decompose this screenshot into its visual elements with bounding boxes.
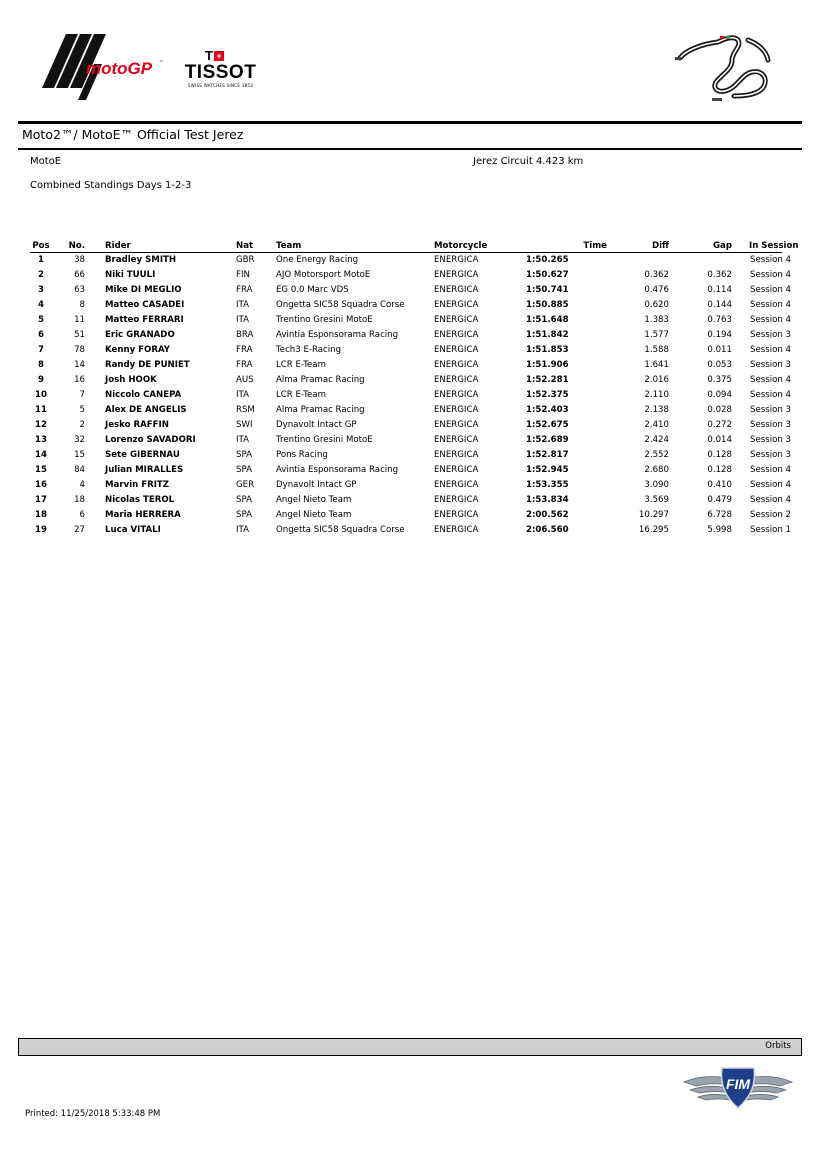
tissot-tagline: SWISS WATCHES SINCE 1853 [187,83,254,88]
cell-rider: Jesko RAFFIN [105,419,169,430]
col-header-session: In Session [734,239,782,252]
table-row [30,252,782,267]
cell-time: 1:52.689 [526,434,569,445]
circuit-map-icon [672,30,784,104]
cell-team: Trentino Gresini MotoE [276,314,373,325]
cell-team: Angel Nieto Team [276,494,352,505]
cell-gap: 5.998 [707,524,732,535]
cell-no: 27 [74,524,85,535]
cell-pos: 12 [35,419,47,430]
cell-time: 1:52.403 [526,404,569,415]
table-row [30,462,782,477]
cell-rider: Kenny FORAY [105,344,171,355]
cell-gap: 0.114 [707,284,732,295]
cell-gap: 0.128 [707,464,732,475]
page-title: Moto2™/ MotoE™ Official Test Jerez [22,127,244,142]
cell-session: Session 3 [750,434,791,445]
cell-motorcycle: ENERGICA [434,494,479,505]
cell-pos: 1 [38,254,44,265]
cell-rider: Josh HOOK [105,374,157,385]
cell-team: AJO Motorsport MotoE [276,269,371,280]
printed-timestamp: Printed: 11/25/2018 5:33:48 PM [25,1109,161,1119]
cell-gap: 0.410 [707,479,732,490]
cell-pos: 15 [35,464,47,475]
table-row [30,477,782,492]
cell-rider: Nicolas TEROL [105,494,175,505]
cell-motorcycle: ENERGICA [434,464,479,475]
cell-pos: 7 [38,344,44,355]
cell-motorcycle: ENERGICA [434,509,479,520]
table-row [30,372,782,387]
fim-logo [682,1062,794,1114]
cell-diff: 2.110 [644,389,669,400]
cell-rider: Bradley SMITH [105,254,177,265]
cell-pos: 2 [38,269,44,280]
cell-nat: ITA [236,434,249,445]
cell-motorcycle: ENERGICA [434,314,479,325]
cell-nat: ITA [236,314,249,325]
cell-gap: 0.011 [707,344,732,355]
cell-diff: 0.476 [644,284,669,295]
cell-session: Session 2 [750,509,791,520]
cell-diff: 1.588 [644,344,669,355]
table-row [30,327,782,342]
table-row [30,387,782,402]
cell-session: Session 4 [750,479,791,490]
cell-nat: FRA [236,284,253,295]
cell-rider: Matteo CASADEI [105,299,185,310]
results-table [30,239,799,537]
cell-session: Session 4 [750,464,791,475]
cell-diff: 2.410 [644,419,669,430]
cell-rider: Luca VITALI [105,524,161,535]
tissot-cross-icon: T + [205,48,224,63]
cell-pos: 9 [38,374,44,385]
cell-time: 1:51.648 [526,314,569,325]
cell-nat: FRA [236,359,253,370]
tissot-logo [178,48,263,90]
tissot-wordmark: TISSOT [184,62,257,83]
cell-motorcycle: ENERGICA [434,359,479,370]
cell-time: 1:50.627 [526,269,569,280]
table-row [30,432,782,447]
cell-diff [611,252,675,267]
cell-time: 1:51.906 [526,359,569,370]
cell-nat: SPA [236,449,252,460]
cell-gap: 0.272 [707,419,732,430]
cell-diff: 2.138 [644,404,669,415]
cell-gap: 0.194 [707,329,732,340]
table-row [30,282,782,297]
table-row [30,447,782,462]
cell-session: Session 4 [750,389,791,400]
cell-no: 78 [74,344,85,355]
cell-team: Avintia Esponsorama Racing [276,329,399,340]
cell-team: Alma Pramac Racing [276,404,365,415]
cell-motorcycle: ENERGICA [434,299,479,310]
table-row [30,522,782,537]
cell-pos: 8 [38,359,44,370]
cell-gap: 0.014 [707,434,732,445]
cell-team: Tech3 E-Racing [276,344,342,355]
cell-time: 1:52.817 [526,449,569,460]
cell-diff: 1.383 [644,314,669,325]
cell-pos: 6 [38,329,44,340]
table-row [30,492,782,507]
cell-nat: ITA [236,389,249,400]
col-header-nat: Nat [230,239,273,252]
cell-team: Ongetta SIC58 Squadra Corse [276,524,405,535]
col-header-no: No. [52,239,90,252]
cell-diff: 2.424 [644,434,669,445]
cell-no: 8 [79,299,85,310]
col-header-diff: Diff [611,239,675,252]
motogp-logo [32,28,167,100]
cell-team: LCR E-Team [276,359,326,370]
cell-gap: 0.362 [707,269,732,280]
cell-motorcycle: ENERGICA [434,269,479,280]
cell-session: Session 1 [750,524,791,535]
results-table-body [30,252,791,537]
cell-motorcycle: ENERGICA [434,449,479,460]
cell-time: 1:51.842 [526,329,569,340]
cell-team: Angel Nieto Team [276,509,352,520]
cell-session: Session 4 [750,299,791,310]
cell-team: LCR E-Team [276,389,326,400]
class-label: MotoE [30,156,62,167]
cell-rider: Julian MIRALLES [105,464,184,475]
cell-time: 1:52.375 [526,389,569,400]
cell-nat: GER [236,479,255,490]
cell-nat: SPA [236,464,252,475]
cell-team: Trentino Gresini MotoE [276,434,373,445]
table-row [30,342,782,357]
cell-motorcycle: ENERGICA [434,434,479,445]
motogp-logo-text: motoGP [86,59,153,78]
cell-nat: FRA [236,344,253,355]
cell-pos: 5 [38,314,44,325]
cell-team: Dynavolt Intact GP [276,479,357,490]
cell-nat: RSM [236,404,255,415]
cell-nat: FIN [236,269,250,280]
cell-diff: 0.620 [644,299,669,310]
cell-gap [675,252,734,267]
cell-session: Session 4 [750,344,791,355]
table-row [30,507,782,522]
cell-no: 7 [79,389,85,400]
cell-time: 1:53.834 [526,494,569,505]
cell-diff: 0.362 [644,269,669,280]
cell-rider: Marvin FRITZ [105,479,170,490]
cell-motorcycle: ENERGICA [434,329,479,340]
cell-team: Avintia Esponsorama Racing [276,464,399,475]
cell-no: 15 [74,449,85,460]
cell-session: Session 3 [750,419,791,430]
title-bottom-rule [18,148,802,150]
cell-nat: SWI [236,419,253,430]
cell-gap: 0.144 [707,299,732,310]
footer-bar [18,1038,802,1056]
col-header-team: Team [273,239,430,252]
cell-gap: 6.728 [707,509,732,520]
cell-pos: 19 [35,524,47,535]
cell-rider: Matteo FERRARI [105,314,184,325]
table-row [30,402,782,417]
cell-time: 2:06.560 [526,524,569,535]
standings-subtitle: Combined Standings Days 1-2-3 [30,180,192,191]
cell-pos: 18 [35,509,47,520]
cell-gap: 0.028 [707,404,732,415]
cell-gap: 0.128 [707,449,732,460]
cell-time: 1:50.885 [526,299,569,310]
cell-session: Session 4 [750,284,791,295]
cell-no: 11 [74,314,85,325]
table-row [30,417,782,432]
cell-session: Session 4 [750,314,791,325]
cell-session: Session 3 [750,329,791,340]
cell-rider: Randy DE PUNIET [105,359,190,370]
cell-no: 51 [74,329,85,340]
cell-pos: 13 [35,434,47,445]
cell-rider: Maria HERRERA [105,509,181,520]
cell-no: 18 [74,494,85,505]
cell-session: Session 3 [750,449,791,460]
cell-session: Session 3 [750,404,791,415]
col-header-motorcycle: Motorcycle [430,239,517,252]
cell-pos: 14 [35,449,47,460]
cell-nat: ITA [236,299,249,310]
cell-diff: 10.297 [638,509,669,520]
cell-team: Ongetta SIC58 Squadra Corse [276,299,405,310]
cell-time: 1:52.945 [526,464,569,475]
cell-motorcycle: ENERGICA [434,404,479,415]
cell-diff: 1.641 [644,359,669,370]
cell-motorcycle: ENERGICA [434,374,479,385]
cell-no: 2 [79,419,85,430]
cell-team: Alma Pramac Racing [276,374,365,385]
cell-rider: Lorenzo SAVADORI [105,434,196,445]
cell-session: Session 3 [750,359,791,370]
cell-gap: 0.094 [707,389,732,400]
cell-pos: 16 [35,479,47,490]
cell-time: 1:51.853 [526,344,569,355]
cell-diff: 3.569 [644,494,669,505]
cell-diff: 1.577 [644,329,669,340]
cell-team: One Energy Racing [276,254,359,265]
cell-time: 1:52.281 [526,374,569,385]
cell-gap: 0.479 [707,494,732,505]
cell-no: 6 [79,509,85,520]
cell-motorcycle: ENERGICA [434,479,479,490]
cell-motorcycle: ENERGICA [434,524,479,535]
cell-pos: 11 [35,404,47,415]
cell-rider: Alex DE ANGELIS [105,404,187,415]
cell-no: 84 [74,464,85,475]
cell-no: 66 [74,269,85,280]
col-header-time: Time [517,239,611,252]
circuit-label: Jerez Circuit 4.423 km [473,156,584,167]
cell-team: Dynavolt Intact GP [276,419,357,430]
cell-rider: Niccolo CANEPA [105,389,182,400]
cell-pos: 17 [35,494,47,505]
cell-time: 1:53.355 [526,479,569,490]
cell-no: 63 [74,284,85,295]
cell-session: Session 4 [750,254,791,265]
cell-session: Session 4 [750,494,791,505]
orbits-label: Orbits [765,1041,791,1051]
cell-session: Session 4 [750,269,791,280]
cell-time: 1:50.265 [526,254,569,265]
cell-no: 5 [79,404,85,415]
cell-no: 4 [79,479,85,490]
cell-rider: Niki TUULI [105,269,156,280]
fim-logo-text: FIM [725,1076,751,1092]
col-header-rider: Rider [90,239,230,252]
cell-gap: 0.375 [707,374,732,385]
cell-motorcycle: ENERGICA [434,389,479,400]
cell-diff: 3.090 [644,479,669,490]
col-header-pos: Pos [30,239,52,252]
cell-motorcycle: ENERGICA [434,254,479,265]
cell-diff: 2.680 [644,464,669,475]
cell-diff: 2.016 [644,374,669,385]
cell-no: 16 [74,374,85,385]
cell-pos: 3 [38,284,44,295]
cell-time: 1:52.675 [526,419,569,430]
cell-session: Session 4 [750,374,791,385]
cell-team: EG 0.0 Marc VDS [276,284,349,295]
cell-no: 32 [74,434,85,445]
cell-nat: GBR [236,254,255,265]
cell-rider: Mike DI MEGLIO [105,284,182,295]
cell-rider: Eric GRANADO [105,329,175,340]
cell-nat: BRA [236,329,254,340]
table-row [30,357,782,372]
cell-no: 14 [74,359,85,370]
cell-gap: 0.763 [707,314,732,325]
cell-diff: 2.552 [644,449,669,460]
cell-gap: 0.053 [707,359,732,370]
cell-nat: ITA [236,524,249,535]
cell-motorcycle: ENERGICA [434,419,479,430]
table-row [30,297,782,312]
cell-nat: SPA [236,509,252,520]
cell-time: 1:50.741 [526,284,569,295]
cell-nat: AUS [236,374,254,385]
title-top-rule [18,121,802,124]
cell-motorcycle: ENERGICA [434,284,479,295]
cell-pos: 4 [38,299,44,310]
svg-text:™: ™ [159,60,164,66]
cell-time: 2:00.562 [526,509,569,520]
cell-diff: 16.295 [638,524,669,535]
cell-no: 38 [74,254,85,265]
table-row [30,312,782,327]
table-header-row [30,239,782,252]
cell-nat: SPA [236,494,252,505]
col-header-gap: Gap [675,239,734,252]
cell-team: Pons Racing [276,449,328,460]
table-row [30,267,782,282]
cell-rider: Sete GIBERNAU [105,449,180,460]
cell-pos: 10 [35,389,47,400]
cell-motorcycle: ENERGICA [434,344,479,355]
